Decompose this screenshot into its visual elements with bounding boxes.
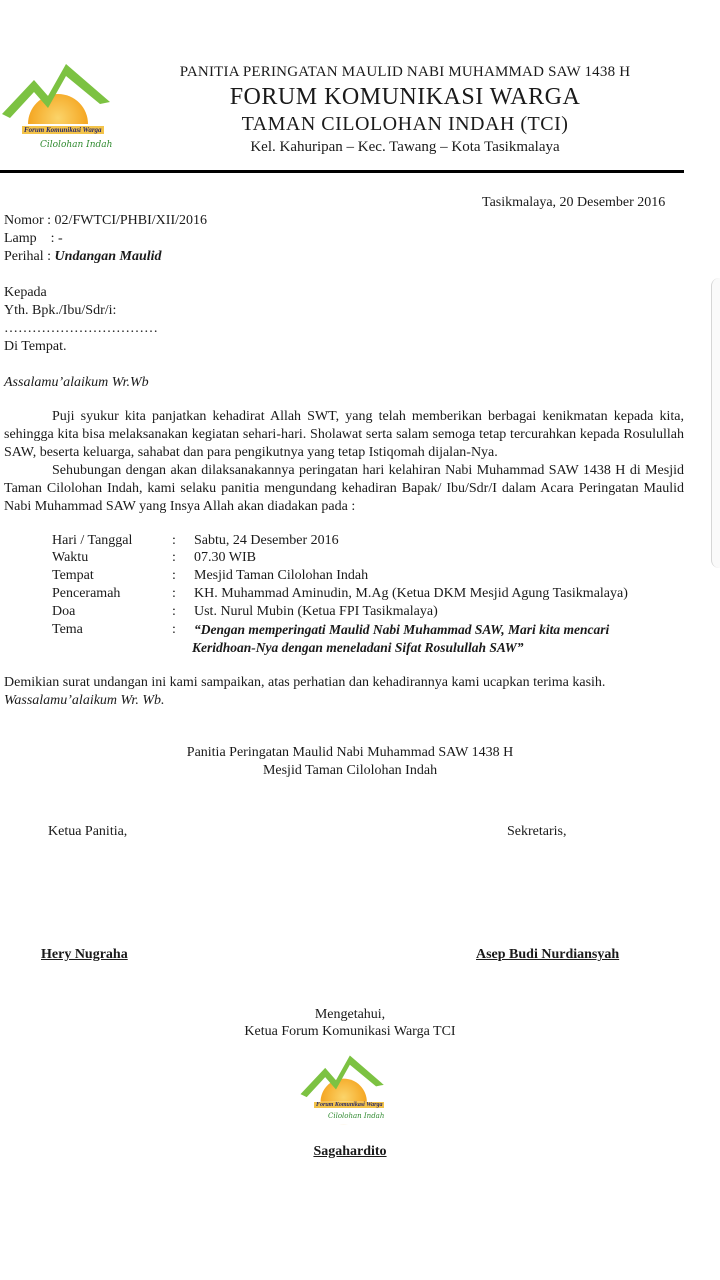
detail-label: Waktu [52,550,89,565]
detail-value: Ust. Nurul Mubin (Ketua FPI Tasikmalaya) [194,604,438,619]
detail-colon: : [172,586,176,601]
chair-title: Ketua Panitia, [48,824,128,839]
opening-greeting: Assalamu’alaikum Wr.Wb [4,375,149,390]
chair-signature-name: Hery Nugraha [41,947,128,962]
detail-colon: : [172,550,176,565]
detail-colon: : [172,533,176,548]
recipient-dots: …………………………… [4,321,158,336]
detail-label: Tema [52,622,83,637]
logo-text: Forum Komunikasi Warga [24,126,102,134]
page-scroll-edge[interactable] [711,278,720,568]
committee-mosque: Mesjid Taman Cilolohan Indah [262,763,438,778]
paragraph-gratitude [4,408,684,462]
letter-number: Nomor : 02/FWTCI/PHBI/XII/2016 [4,213,207,228]
forum-chair-signature-name: Sagahardito [313,1144,387,1159]
detail-colon: : [172,604,176,619]
paragraph-gratitude-text: Puji syukur kita panjatkan kehadirat Allah SWT, yang telah memberikan berbagai kenikmatan kepada kita, sehingga kita bisa melaksanakan kegiatan sehari-hari. Sholawat serta salam semoga tetap tercurahkan kepada Rosulullah SAW, beserta keluarga, sahabat dan para pengikutnya yang tetap Istiqomah dijalan-Nya. [4,409,684,460]
acknowledge-label: Mengetahui, [314,1007,386,1022]
logo-text: Forum Komunikasi Warga [316,1102,383,1108]
detail-value: 07.30 WIB [194,550,256,565]
letter-attachment: Lamp : - [4,231,63,246]
header-committee: PANITIA PERINGATAN MAULID NABI MUHAMMAD SAW 1438 H [179,64,631,80]
detail-label: Penceramah [52,586,121,601]
detail-colon: : [172,568,176,583]
header-address: Kel. Kahuripan – Kec. Tawang – Kota Tasikmalaya [250,139,560,155]
letter-subject [4,248,162,266]
secretary-signature-name: Asep Budi Nurdiansyah [476,947,620,962]
committee-line: Panitia Peringatan Maulid Nabi Muhammad SAW 1438 H [186,745,514,760]
closing-statement: Demikian surat undangan ini kami sampaikan, atas perhatian dan kehadirannya kami ucapkan terima kasih. [4,675,606,690]
recipient-kepada: Kepada [4,285,47,300]
subject-label: Perihal : [4,249,55,264]
recipient-yth: Yth. Bpk./Ibu/Sdr/i: [4,303,117,318]
detail-value-continued: Keridhoan-Nya dengan meneladani Sifat Rosulullah SAW” [192,640,524,655]
detail-label: Doa [52,604,76,619]
letter-date: Tasikmalaya, 20 Desember 2016 [482,195,666,210]
header-forum: FORUM KOMUNIKASI WARGA [229,84,581,110]
detail-colon: : [172,622,176,637]
detail-value: KH. Muhammad Aminudin, M.Ag (Ketua DKM Mesjid Agung Tasikmalaya) [194,586,628,601]
header-taman: TAMAN CILOLOHAN INDAH (TCI) [241,113,569,135]
logo-subtext: Cilolohan Indah [40,140,113,150]
bottom-organization-logo [296,1054,396,1128]
closing-greeting: Wassalamu’alaikum Wr. Wb. [4,693,165,708]
detail-label: Hari / Tanggal [52,533,133,548]
paragraph-invitation [4,462,684,516]
detail-value: Mesjid Taman Cilolohan Indah [194,568,369,583]
paragraph-invitation-text: Sehubungan dengan akan dilaksanakannya peringatan hari kelahiran Nabi Muhammad SAW 1438 H di Mesjid Taman Cilolohan Indah, kami selaku panitia mengundang kehadiran Bapak/ Ibu/Sdr/I dalam Acara Peringatan Maulid Nabi Muhammad SAW yang Insya Allah akan diadakan pada : [4,463,684,514]
recipient-place: Di Tempat. [4,339,67,354]
detail-value: Sabtu, 24 Desember 2016 [194,533,339,548]
detail-value: “Dengan memperingati Maulid Nabi Muhammad SAW, Mari kita mencari [194,622,610,637]
subject-value: Undangan Maulid [54,249,162,264]
detail-label: Tempat [52,568,94,583]
header-divider [0,170,684,173]
logo-subtext: Cilolohan Indah [328,1112,385,1120]
acknowledge-role: Ketua Forum Komunikasi Warga TCI [244,1024,456,1039]
secretary-title: Sekretaris, [507,824,567,839]
